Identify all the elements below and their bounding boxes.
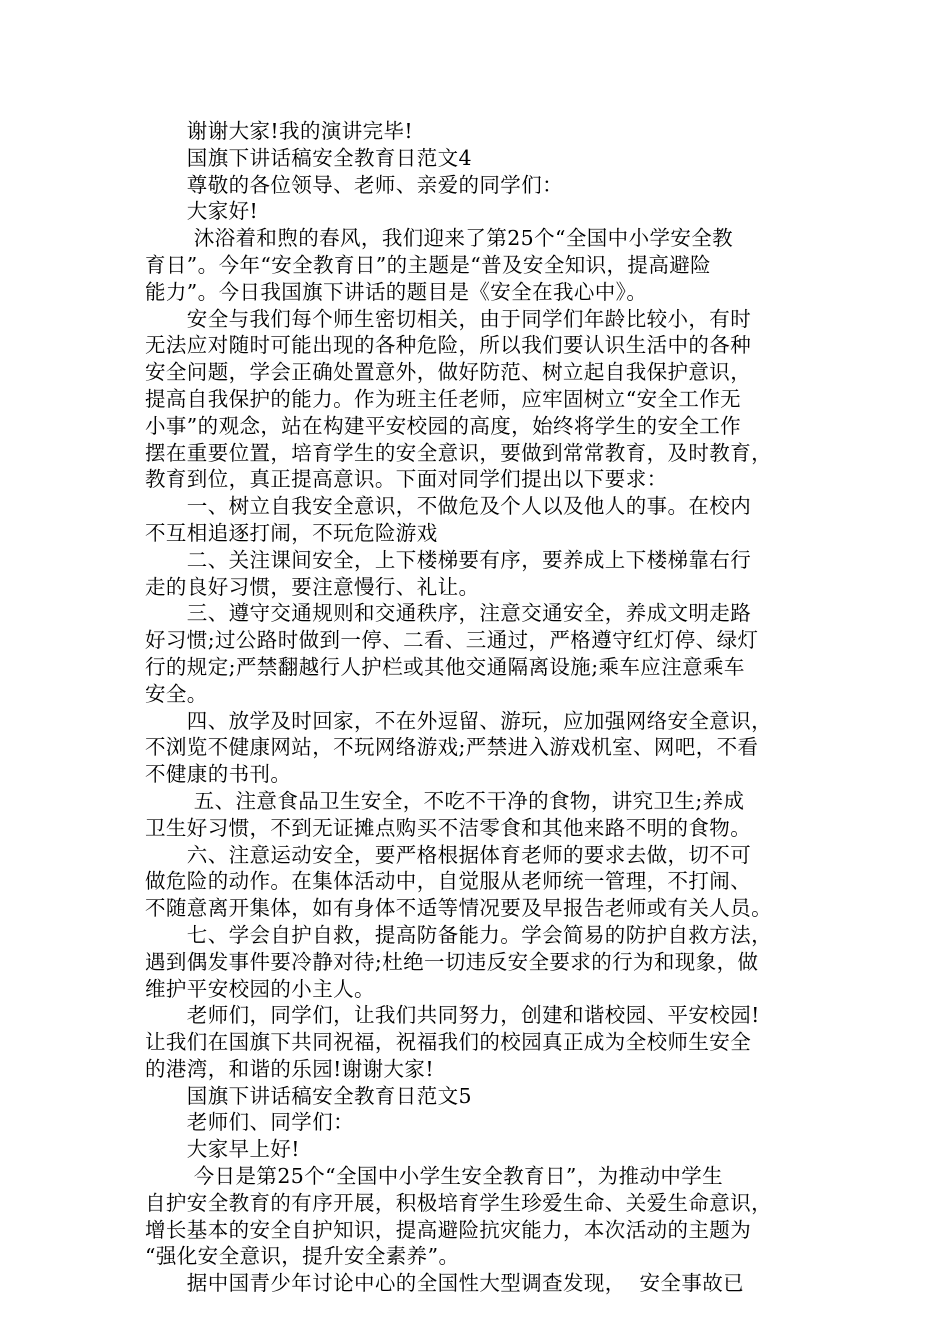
text-line: “强化安全意识，提升安全素养”。 [145,1244,460,1269]
text-line: 让我们在国旗下共同祝福，祝福我们的校园真正成为全校师生安全 [145,1030,752,1055]
salutation: 老师们、同学们： [145,1110,354,1135]
text-line: 六、注意运动安全，要严格根据体育老师的要求去做，切不可 [145,842,752,867]
document-body [145,118,825,1297]
text-line: 安全。 [145,681,208,706]
text-line: 遇到偶发事件要冷静对待;杜绝一切违反安全要求的行为和现象，做 [145,949,759,974]
text-line: 增长基本的安全自护知识，提高避险抗灾能力，本次活动的主题为 [145,1217,752,1242]
text-line: 自护安全教育的有序开展，积极培育学生珍爱生命、关爱生命意识， [145,1190,772,1215]
text-line: 的港湾，和谐的乐园!谢谢大家! [145,1056,434,1081]
text-line: 做危险的动作。在集体活动中，自觉服从老师统一管理，不打闹、 [145,869,752,894]
text-line: 教育到位，真正提高意识。下面对同学们提出以下要求： [145,467,668,492]
section-heading: 国旗下讲话稿安全教育日范文5 [145,1083,472,1108]
text-line: 能力”。今日我国旗下讲话的题目是《安全在我心中》。 [145,279,648,304]
text-line: 摆在重要位置，培育学生的安全意识，要做到常常教育，及时教育， [145,440,772,465]
text-line: 提高自我保护的能力。作为班主任老师，应牢固树立“安全工作无 [145,386,742,411]
text-line: 维护平安校园的小主人。 [145,976,375,1001]
salutation: 尊敬的各位领导、老师、亲爱的同学们： [145,172,563,197]
text-line: 谢谢大家!我的演讲完毕! [145,119,414,143]
text-line: 不随意离开集体，如有身体不适等情况要及早报告老师或有关人员。 [145,896,772,921]
text-line: 四、放学及时回家，不在外逗留、游玩，应加强网络安全意识， [145,708,772,733]
greeting: 大家早上好! [145,1137,300,1162]
text-line: 卫生好习惯，不到无证摊点购买不洁零食和其他来路不明的食物。 [145,815,752,840]
greeting: 大家好! [145,199,259,224]
text-line: 安全问题，学会正确处置意外，做好防范、树立起自我保护意识， [145,360,752,385]
section-heading: 国旗下讲话稿安全教育日范文4 [145,145,472,170]
text-line: 走的良好习惯，要注意慢行、礼让。 [145,574,480,599]
text-line: 不浏览不健康网站，不玩网络游戏;严禁进入游戏机室、网吧，不看 [145,735,759,760]
text-line: 行的规定;严禁翻越行人护栏或其他交通隔离设施;乘车应注意乘车 [145,654,745,679]
text-line: 无法应对随时可能出现的各种危险，所以我们要认识生活中的各种 [145,333,752,358]
text-line: 据中国青少年讨论中心的全国性大型调查发现， 安全事故已 [145,1271,745,1296]
text-line: 二、关注课间安全，上下楼梯要有序，要养成上下楼梯靠右行 [145,547,752,572]
text-line: 老师们，同学们，让我们共同努力，创建和谐校园、平安校园! [145,1003,760,1028]
text-line: 沐浴着和煦的春风，我们迎来了第25个“全国中小学安全教 [145,226,734,251]
text-line: 小事”的观念，站在构建平安校园的高度，始终将学生的安全工作 [145,413,742,438]
text-line: 今日是第25个“全国中小学生安全教育日”，为推动中学生 [145,1164,724,1189]
text-line: 好习惯;过公路时做到一停、二看、三通过，严格遵守红灯停、绿灯 [145,628,759,653]
text-line: 五、注意食品卫生安全，不吃不干净的食物，讲究卫生;养成 [145,788,745,813]
text-line: 三、遵守交通规则和交通秩序，注意交通安全，养成文明走路 [145,601,752,626]
text-line: 七、学会自护自救，提高防备能力。学会简易的防护自救方法， [145,922,772,947]
text-line: 安全与我们每个师生密切相关，由于同学们年龄比较小，有时 [145,306,752,331]
text-line: 育日”。今年“安全教育日”的主题是“普及安全知识，提高避险 [145,252,712,277]
text-line: 不健康的书刊。 [145,762,292,787]
text-line: 不互相追逐打闹，不玩危险游戏 [145,520,438,545]
text-line: 一、树立自我安全意识，不做危及个人以及他人的事。在校内 [145,494,752,519]
